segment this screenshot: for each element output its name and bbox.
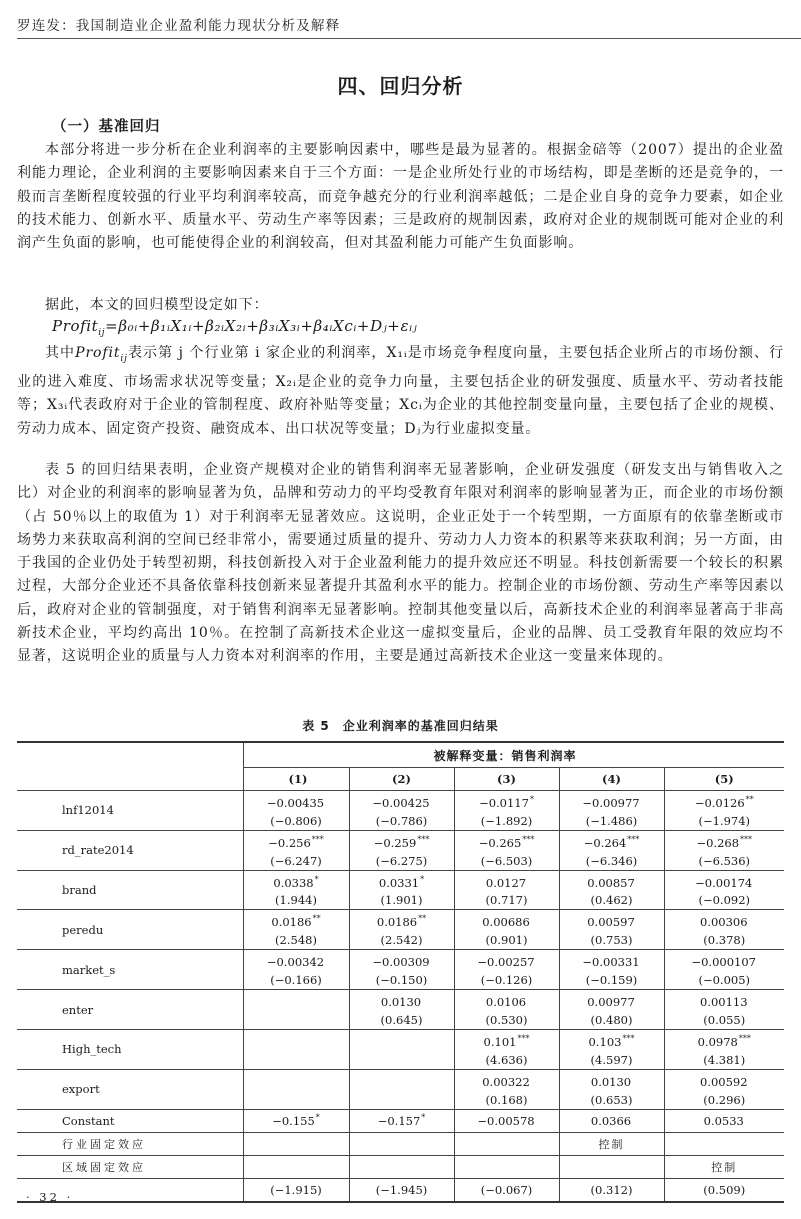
- coefficient-value: [244, 871, 349, 892]
- coefficient-cell: [454, 1069, 559, 1109]
- significance-stars: *: [421, 1113, 426, 1123]
- paragraph-3: [17, 342, 784, 441]
- table-caption: 表 5 企业利润率的基准回归结果: [302, 719, 499, 733]
- coefficient-value: [350, 871, 454, 892]
- coefficient-number: −0.00342: [266, 955, 325, 970]
- coefficient-cell: [664, 1109, 784, 1132]
- t-statistic: (−0.126): [480, 973, 533, 988]
- coefficient-value: [560, 871, 664, 892]
- row-variable-label: brand: [17, 870, 243, 910]
- coefficient-cell: [349, 990, 454, 1030]
- t-statistic: (4.597): [590, 1052, 633, 1067]
- table-row: [17, 950, 784, 990]
- table-row-constant: [17, 1109, 784, 1132]
- coefficient-cell: [454, 830, 559, 870]
- dependent-variable-label: 被解释变量：销售利润率: [243, 742, 784, 768]
- t-statistic: (−0.067): [454, 1178, 559, 1202]
- t-statistic: (−0.159): [585, 973, 638, 988]
- paragraph-3-profit: Profit: [75, 345, 121, 361]
- table-corner-cell: [17, 742, 243, 791]
- table-row: [17, 910, 784, 950]
- table-row: [17, 830, 784, 870]
- row-variable-label: peredu: [17, 910, 243, 950]
- subsection-title: （一）基准回归: [52, 119, 161, 135]
- t-statistic: (4.636): [485, 1052, 528, 1067]
- table-row-region-fe: [17, 1155, 784, 1178]
- coefficient-value: [244, 910, 349, 931]
- coefficient-value: [665, 990, 785, 1011]
- coefficient-cell: [454, 950, 559, 990]
- fixed-effect-cell: [243, 1132, 349, 1155]
- t-statistic: (−1.486): [585, 813, 638, 828]
- coefficient-cell: [349, 1109, 454, 1132]
- coefficient-number: −0.00309: [372, 955, 430, 970]
- t-statistic: (−0.786): [375, 813, 428, 828]
- t-statistic: (0.530): [485, 1012, 528, 1027]
- row-variable-label: 区域固定效应: [17, 1155, 243, 1178]
- t-statistic: (−6.346): [585, 853, 638, 868]
- coefficient-cell: [559, 870, 664, 910]
- coefficient-number: 0.0533: [703, 1114, 744, 1129]
- t-statistic: (0.717): [485, 893, 528, 908]
- t-statistic: (−6.275): [375, 853, 428, 868]
- coefficient-number: −0.259: [373, 835, 417, 850]
- coefficient-cell: [243, 910, 349, 950]
- fixed-effect-cell: [243, 1155, 349, 1178]
- coefficient-number: 0.00597: [587, 915, 635, 930]
- t-statistic: (0.753): [590, 933, 633, 948]
- coefficient-cell: [454, 990, 559, 1030]
- table-row: [17, 990, 784, 1030]
- coefficient-number: −0.00425: [372, 795, 430, 810]
- table-row: [17, 1029, 784, 1069]
- t-statistic: (−0.150): [375, 973, 428, 988]
- coefficient-value: [350, 1079, 454, 1100]
- paragraph-3-text: [17, 342, 784, 441]
- table-row: [17, 791, 784, 831]
- coefficient-number: 0.00686: [482, 915, 530, 930]
- coefficient-value: [350, 791, 454, 812]
- significance-stars: *: [315, 1113, 320, 1123]
- coefficient-number: −0.000107: [691, 955, 756, 970]
- coefficient-number: 0.0366: [590, 1114, 632, 1129]
- coefficient-value: [665, 910, 785, 931]
- coefficient-number: 0.00977: [587, 994, 635, 1009]
- t-statistic: (0.296): [703, 1092, 746, 1107]
- coefficient-cell: [664, 870, 784, 910]
- coefficient-cell: [349, 830, 454, 870]
- row-variable-label: 行业固定效应: [17, 1132, 243, 1155]
- t-statistic: (0.645): [380, 1012, 423, 1027]
- formula-profit-sub: ij: [98, 328, 106, 338]
- coefficient-value: [560, 950, 664, 971]
- column-header-1: (1): [243, 768, 349, 791]
- coefficient-number: −0.256: [268, 835, 311, 850]
- column-header-2: (2): [349, 768, 454, 791]
- significance-stars: ***: [627, 834, 640, 844]
- coefficient-cell: [664, 990, 784, 1030]
- coefficient-cell: [454, 1109, 559, 1132]
- t-statistic: (−6.503): [480, 853, 533, 868]
- t-statistic: (1.901): [380, 893, 423, 908]
- regression-formula: [52, 317, 417, 338]
- coefficient-value: [350, 910, 454, 931]
- t-statistic: (0.462): [590, 893, 633, 908]
- paragraph-2: [17, 294, 784, 317]
- significance-stars: *: [314, 874, 319, 884]
- coefficient-cell: [454, 910, 559, 950]
- running-head: 罗连发：我国制造业企业盈利能力现状分析及解释: [17, 18, 341, 34]
- coefficient-cell: [243, 950, 349, 990]
- coefficient-cell: [559, 950, 664, 990]
- significance-stars: ***: [622, 1033, 635, 1043]
- row-variable-label: rd_rate2014: [17, 830, 243, 870]
- t-statistic: (0.653): [590, 1092, 633, 1107]
- coefficient-cell: [243, 990, 349, 1030]
- paragraph-3-lead: 其中: [45, 345, 76, 361]
- coefficient-number: −0.264: [583, 835, 627, 850]
- coefficient-number: 0.103: [588, 1034, 622, 1049]
- column-header-3: (3): [454, 768, 559, 791]
- significance-stars: *: [420, 874, 425, 884]
- coefficient-value: [665, 831, 785, 852]
- t-statistic: (−1.915): [243, 1178, 349, 1202]
- t-statistic: (−0.092): [698, 893, 751, 908]
- coefficient-cell: [243, 870, 349, 910]
- coefficient-number: 0.00592: [699, 1074, 748, 1089]
- row-variable-label: enter: [17, 990, 243, 1030]
- coefficient-cell: [559, 1069, 664, 1109]
- fixed-effect-cell: [349, 1155, 454, 1178]
- coefficient-cell: [664, 950, 784, 990]
- t-statistic: (0.378): [703, 933, 746, 948]
- t-statistic: (1.944): [275, 893, 317, 908]
- coefficient-number: 0.101: [483, 1034, 517, 1049]
- coefficient-value: [665, 1070, 785, 1091]
- coefficient-number: −0.00578: [477, 1114, 535, 1129]
- coefficient-cell: [349, 870, 454, 910]
- paragraph-4: [17, 459, 784, 669]
- coefficient-value: [455, 791, 559, 812]
- coefficient-cell: [559, 910, 664, 950]
- coefficient-value: [244, 950, 349, 971]
- coefficient-number: 0.0106: [485, 994, 527, 1009]
- fixed-effect-cell: [664, 1132, 784, 1155]
- coefficient-number: −0.155: [272, 1114, 315, 1129]
- table-row: [17, 870, 784, 910]
- coefficient-cell: [559, 1109, 664, 1132]
- coefficient-cell: [243, 791, 349, 831]
- coefficient-value: [455, 871, 559, 892]
- coefficient-value: [455, 990, 559, 1011]
- t-statistic: (4.381): [703, 1052, 746, 1067]
- coefficient-value: [560, 910, 664, 931]
- coefficient-value: [350, 1039, 454, 1060]
- fixed-effect-cell: [454, 1155, 559, 1178]
- coefficient-value: [455, 1030, 559, 1051]
- coefficient-number: 0.0186: [376, 915, 418, 930]
- coefficient-value: [244, 791, 349, 812]
- coefficient-cell: [454, 1029, 559, 1069]
- row-variable-label: High_tech: [17, 1029, 243, 1069]
- coefficient-number: 0.00113: [699, 994, 748, 1009]
- t-statistic: (−1.945): [349, 1178, 454, 1202]
- coefficient-number: 0.0127: [485, 875, 527, 890]
- regression-table: [17, 741, 784, 1203]
- coefficient-value: [244, 831, 349, 852]
- coefficient-cell: [349, 791, 454, 831]
- coefficient-value: [244, 1039, 349, 1060]
- significance-stars: **: [312, 914, 321, 924]
- row-variable-label: Constant: [17, 1109, 243, 1132]
- significance-stars: ***: [417, 834, 430, 844]
- coefficient-cell: [664, 1069, 784, 1109]
- coefficient-cell: [243, 1109, 349, 1132]
- coefficient-value: [665, 791, 785, 812]
- coefficient-number: 0.00322: [482, 1074, 530, 1089]
- t-statistic: (0.509): [664, 1178, 784, 1202]
- coefficient-cell: [559, 830, 664, 870]
- coefficient-cell: [349, 1029, 454, 1069]
- coefficient-number: −0.00435: [266, 795, 325, 810]
- t-statistic: (0.480): [590, 1012, 633, 1027]
- coefficient-cell: [349, 1069, 454, 1109]
- coefficient-cell: [243, 1069, 349, 1109]
- coefficient-value: [665, 871, 785, 892]
- coefficient-cell: [664, 791, 784, 831]
- fixed-effect-cell: [559, 1155, 664, 1178]
- paragraph-3-body: 表示第 j 个行业第 i 家企业的利润率，X₁ᵢ是市场竞争程度向量，主要包括企业所占的市场份额、行业的进入难度、市场需求状况等变量；X₂ᵢ是企业的竞争力向量，主要包括企业的研发强度、质量水平、劳动者技能等；X₃ᵢ代表政府对于企业的管制程度、政府补贴等变量；Xcᵢ为企业的其他控制变量向量，主要包括了企业的规模、劳动力成本、固定资产投资、融资成本、出口状况等变量；Dⱼ为行业虚拟变量。: [17, 345, 784, 437]
- coefficient-cell: [664, 910, 784, 950]
- coefficient-number: −0.0117: [479, 795, 529, 810]
- table-row: [17, 1069, 784, 1109]
- coefficient-cell: [559, 1029, 664, 1069]
- coefficient-cell: [349, 910, 454, 950]
- header-rule: [17, 38, 801, 39]
- coefficient-cell: [243, 1029, 349, 1069]
- coefficient-number: 0.0338: [273, 875, 314, 890]
- significance-stars: ***: [738, 1033, 751, 1043]
- coefficient-value: [350, 990, 454, 1011]
- coefficient-value: [665, 1030, 785, 1051]
- section-title: 四、回归分析: [337, 74, 464, 98]
- significance-stars: ***: [740, 834, 753, 844]
- fixed-effect-cell: 控制: [664, 1155, 784, 1178]
- page-number: · 32 ·: [26, 1190, 74, 1204]
- column-header-5: (5): [664, 768, 784, 791]
- coefficient-value: [455, 1070, 559, 1091]
- fixed-effect-cell: [349, 1132, 454, 1155]
- table-header-row: [17, 742, 784, 768]
- coefficient-value: [350, 950, 454, 971]
- significance-stars: ***: [517, 1033, 530, 1043]
- t-statistic: (0.055): [703, 1012, 746, 1027]
- paragraph-3-profit-sub: ij: [120, 353, 128, 364]
- coefficient-cell: [664, 1029, 784, 1069]
- coefficient-number: 0.0130: [590, 1074, 632, 1089]
- coefficient-number: 0.00306: [699, 915, 748, 930]
- coefficient-cell: [454, 870, 559, 910]
- column-header-4: (4): [559, 768, 664, 791]
- coefficient-cell: [454, 791, 559, 831]
- t-statistic: (0.168): [485, 1092, 528, 1107]
- coefficient-number: 0.00857: [587, 875, 635, 890]
- t-statistic: (−1.892): [480, 813, 533, 828]
- significance-stars: *: [529, 795, 534, 804]
- significance-stars: ***: [522, 834, 535, 844]
- table-row-constant-t: [17, 1178, 784, 1202]
- coefficient-cell: [559, 791, 664, 831]
- t-statistic: (2.542): [380, 933, 423, 948]
- paragraph-1-text: 本部分将进一步分析在企业利润率的主要影响因素中，哪些是最为显著的。根据金碚等（2007）提出的企业盈利能力理论，企业利润的主要影响因素来自于三个方面：一是企业所处行业的市场结构，即是垄断的还是竞争的，一般而言垄断程度较强的行业平均利润率较高，而竞争越充分的行业利润率越低；二是企业自身的竞争力要素，如企业的技术能力、创新水平、质量水平、劳动生产率等因素；三是政府的规制因素，政府对企业的规制既可能对企业的利润产生负面的影响，也可能使得企业的利润较高，但对其盈利能力可能产生负面影响。: [17, 142, 784, 252]
- row-variable-label: lnf12014: [17, 791, 243, 831]
- paragraph-4-text: 表 5 的回归结果表明，企业资产规模对企业的销售利润率无显著影响，企业研发强度（研发支出与销售收入之比）对企业的利润率的影响显著为负，品牌和劳动力的平均受教育年限对利润率的影响显著为正，而企业的市场份额（占 50％以上的取值为 1）对于利润率无显著效应。这说明，企业正处于一个转型期，一方面原有的依靠垄断或市场势力来获取高利润的空间已经非常小，需要通过质量的提升、劳动力人力资本的积累等来获取利润；另一方面，由于我国的企业仍处于转型初期，科技创新投入对于企业盈利能力的提升效应还不明显。科技创新需要一个较长的积累过程，大部分企业还不具备依靠科技创新来显著提升其盈利水平的能力。控制企业的市场份额、劳动生产率等因素以后，政府对企业的管制强度，对于销售利润率无显著影响。控制其他变量以后，高新技术企业的利润率显著高于非高新技术企业，平均约高出 10％。在控制了高新技术企业这一虚拟变量后，企业的品牌、员工受教育年限的效应均不显著，这说明企业的质量与人力资本对利润率的作用，主要是通过高新技术企业这一变量来体现的。: [17, 462, 784, 665]
- t-statistic: (−0.806): [270, 813, 322, 828]
- coefficient-number: −0.00331: [582, 955, 640, 970]
- paragraph-2-text: 据此，本文的回归模型设定如下：: [45, 297, 269, 313]
- coefficient-value: [560, 831, 664, 852]
- fixed-effect-cell: 控制: [559, 1132, 664, 1155]
- table-row-industry-fe: [17, 1132, 784, 1155]
- fixed-effect-cell: [454, 1132, 559, 1155]
- formula-rhs: =β₀ᵢ+β₁ᵢX₁ᵢ+β₂ᵢX₂ᵢ+β₃ᵢX₃ᵢ+β₄ᵢXcᵢ+Dⱼ+εᵢⱼ: [105, 317, 418, 335]
- coefficient-number: −0.265: [478, 835, 522, 850]
- significance-stars: ***: [311, 834, 324, 844]
- t-statistic: (0.312): [559, 1178, 664, 1202]
- t-statistic: (−1.974): [698, 813, 751, 828]
- coefficient-number: 0.0130: [380, 994, 422, 1009]
- t-statistic: (0.901): [485, 933, 528, 948]
- significance-stars: **: [418, 914, 427, 924]
- coefficient-number: −0.157: [377, 1114, 421, 1129]
- coefficient-cell: [559, 990, 664, 1030]
- t-statistic: (2.548): [275, 933, 317, 948]
- coefficient-value: [244, 1079, 349, 1100]
- coefficient-cell: [664, 830, 784, 870]
- coefficient-number: −0.268: [696, 835, 740, 850]
- t-statistic: (−6.536): [698, 853, 751, 868]
- coefficient-value: [455, 910, 559, 931]
- formula-profit: Profit: [52, 317, 99, 335]
- coefficient-value: [560, 791, 664, 812]
- coefficient-value: [560, 990, 664, 1011]
- coefficient-value: [560, 1030, 664, 1051]
- paragraph-1: [17, 139, 784, 255]
- significance-stars: **: [745, 795, 754, 804]
- coefficient-cell: [349, 950, 454, 990]
- t-statistic: (−0.166): [270, 973, 322, 988]
- coefficient-cell: [243, 830, 349, 870]
- row-variable-label: market_s: [17, 950, 243, 990]
- coefficient-number: −0.00257: [477, 955, 535, 970]
- coefficient-number: 0.0978: [697, 1034, 738, 1049]
- coefficient-value: [455, 950, 559, 971]
- coefficient-number: −0.0126: [694, 795, 745, 810]
- coefficient-value: [560, 1070, 664, 1091]
- coefficient-value: [350, 831, 454, 852]
- t-statistic: (−0.005): [698, 973, 751, 988]
- coefficient-value: [244, 999, 349, 1020]
- row-variable-label: export: [17, 1069, 243, 1109]
- t-statistic: (−6.247): [270, 853, 322, 868]
- coefficient-number: 0.0331: [378, 875, 420, 890]
- coefficient-value: [455, 831, 559, 852]
- coefficient-number: −0.00174: [695, 875, 753, 890]
- coefficient-number: −0.00977: [582, 795, 640, 810]
- coefficient-value: [665, 950, 785, 971]
- coefficient-number: 0.0186: [271, 915, 312, 930]
